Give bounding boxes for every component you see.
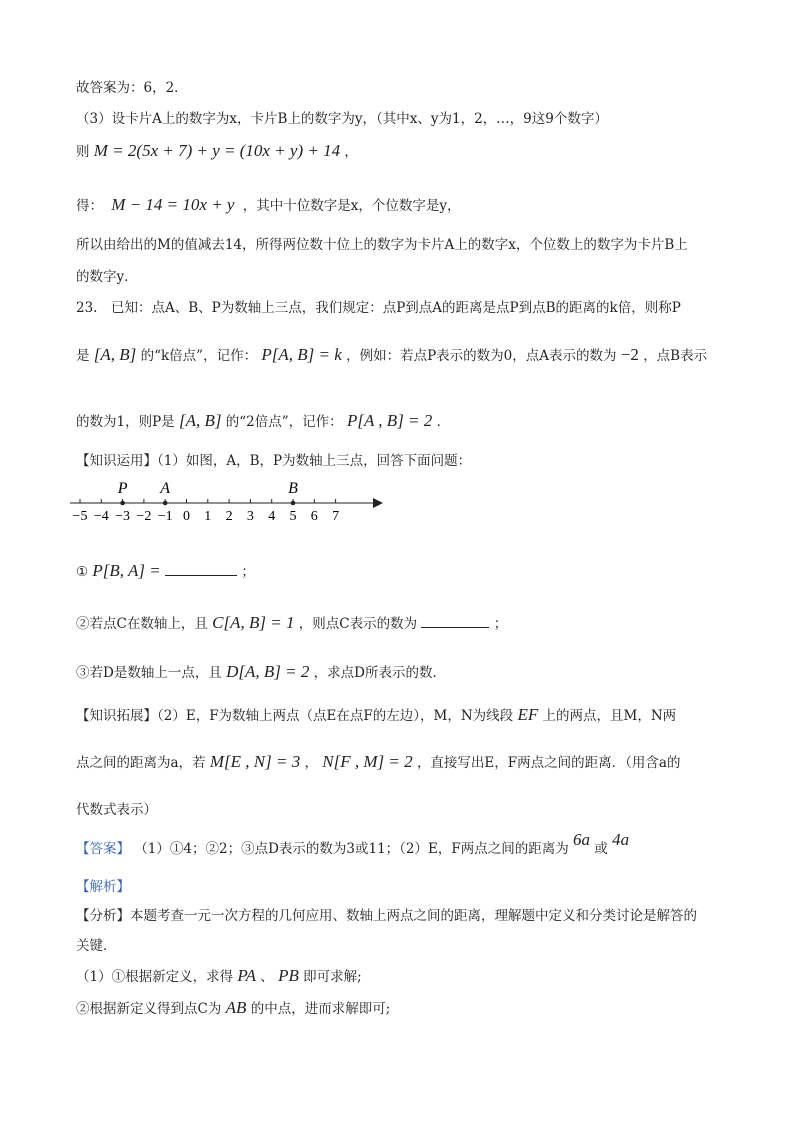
line-part3-setup: （3）设卡片A上的数字为x，卡片B上的数字为y，（其中x、y为1，2，…，9这9个数字） — [76, 111, 608, 127]
knowledge-extension-3: 代数式表示） — [76, 802, 157, 818]
text-ext-2: 上的两点，且M，N两 — [542, 708, 677, 724]
number-line-tick-label: −5 — [72, 509, 88, 524]
line-conclusion-2: 的数字y． — [76, 269, 138, 285]
text-step2: ②根据新定义得到点C为 — [76, 1001, 222, 1017]
q1-part3 — [76, 662, 446, 683]
text-dun: 、 — [260, 969, 274, 985]
formula-p-ab-2: P[A , B] = 2 — [346, 411, 433, 430]
formula-n-fm-2: N[F , M] = 2 — [322, 752, 413, 771]
number-line-tick-label: 2 — [225, 509, 233, 524]
text-solve: 即可求解; — [303, 969, 362, 985]
formula-m-minus-14: M − 14 = 10x + y — [111, 195, 235, 214]
number-line-arrow — [373, 498, 383, 508]
formula-d-ab-2: D[A, B] = 2 — [226, 662, 310, 681]
text-midpoint: 的中点，进而求解即可; — [250, 1001, 391, 1017]
knowledge-extension — [76, 705, 676, 726]
text-circle-1: ① — [76, 564, 89, 580]
text-digits-explain: ，其中十位数字是x，个位数字是y， — [242, 198, 461, 214]
analysis-line-2: 关键． — [76, 938, 117, 954]
line-answer-prev: 故答案为：6，2． — [76, 80, 188, 96]
formula-p-ba: P[B, A] = — [92, 561, 161, 580]
text-period: ． — [436, 414, 451, 430]
number-line-tick-label: 1 — [204, 509, 212, 524]
text-ext-1: 【知识拓展】（2）E，F为数轴上两点（点E在点F的左边），M，N为线段 — [76, 708, 514, 724]
number-line-tick-label: 7 — [332, 509, 340, 524]
formula-ab: AB — [225, 998, 247, 1017]
text-ze: 则 — [76, 144, 90, 160]
number-line-tick-label: −2 — [136, 509, 152, 524]
formula-ab-bracket: [A, B] — [93, 345, 137, 364]
analysis-tag: 【解析】 — [76, 879, 130, 895]
formula-ab-bracket-2: [A, B] — [178, 411, 222, 430]
question-23-example — [76, 411, 450, 432]
text-b-is-1: 的数为1，则P是 — [76, 414, 175, 430]
formula-pa: PA — [237, 966, 256, 985]
formula-p-ab-k: P[A, B] = k — [261, 345, 342, 364]
text-semicolon: ； — [241, 564, 255, 580]
number-line-point-label: A — [160, 480, 171, 497]
formula-c-ab-1: C[A, B] = 1 — [212, 613, 295, 632]
text-if-c: ②若点C在数轴上，且 — [76, 616, 208, 632]
number-line-point — [163, 501, 168, 506]
text-comma: ， — [344, 144, 358, 160]
answer-line — [76, 830, 630, 859]
text-if-d: ③若D是数轴上一点，且 — [76, 665, 222, 681]
answer-tag: 【答案】 — [76, 841, 130, 857]
text-comma-2: ， — [304, 755, 318, 771]
text-dist-a: 点之间的距离为a，若 — [76, 755, 206, 771]
text-c-value: ，则点C表示的数为 — [298, 616, 418, 632]
number-line-point-label: P — [117, 480, 128, 497]
line-m-minus-14 — [76, 195, 461, 216]
number-line-tick-label: −1 — [157, 509, 173, 524]
number-line-tick-label: 4 — [268, 509, 276, 524]
analysis-step-2 — [76, 998, 390, 1019]
number-line-tick-label: 3 — [246, 509, 254, 524]
number-line-figure — [68, 476, 388, 524]
text-point-b: ，点B表示 — [643, 348, 708, 364]
formula-m-en-3: M[E , N] = 3 — [209, 752, 301, 771]
knowledge-application-heading: 【知识运用】（1）如图，A，B，P为数轴上三点，回答下面问题： — [76, 453, 472, 469]
line-m-expression — [76, 141, 358, 162]
text-example: ，例如：若点P表示的数为0，点A表示的数为 — [346, 348, 617, 364]
line-conclusion-1: 所以由给出的M的值减去14，所得两位数十位上的数字为卡片A上的数字x，个位数上的数字为卡片B上 — [76, 237, 688, 253]
text-semicolon-2: ； — [493, 616, 508, 632]
number-line-tick-label: 6 — [310, 509, 318, 524]
number-line-tick-label: −4 — [93, 509, 109, 524]
formula-minus-2: −2 — [620, 345, 639, 364]
q1-part1 — [76, 561, 255, 582]
text-2-point: 的“2倍点”，记作： — [225, 414, 343, 430]
number-line-tick-label: −3 — [115, 509, 131, 524]
question-23-intro: 23. 已知：点A、B、P为数轴上三点，我们规定：点P到点A的距离是点P到点B的距离的k倍，则称P — [76, 300, 681, 316]
answer-blank-1[interactable] — [165, 561, 237, 576]
formula-4a: 4a — [612, 830, 630, 849]
formula-pb: PB — [278, 966, 299, 985]
text-step1: （1）①根据新定义，求得 — [76, 969, 234, 985]
text-shi: 是 — [76, 348, 90, 364]
number-line-tick-label: 5 — [289, 509, 297, 524]
text-k-point: 的“k倍点”，记作： — [140, 348, 258, 364]
q1-part2 — [76, 613, 507, 634]
analysis-step-1 — [76, 966, 362, 987]
number-line-point — [120, 501, 125, 506]
number-line-point-label: B — [288, 480, 298, 497]
question-23-definition — [76, 345, 707, 366]
formula-6a: 6a — [573, 830, 591, 849]
knowledge-extension-2 — [76, 752, 680, 773]
text-de: 得： — [76, 198, 103, 214]
analysis-line-1: 【分析】本题考查一元一次方程的几何应用、数轴上两点之间的距离，理解题中定义和分类讨论是解答的 — [76, 908, 697, 924]
number-line-point — [291, 501, 296, 506]
answer-blank-2[interactable] — [421, 613, 489, 628]
text-find-d: ，求点D所表示的数． — [313, 665, 446, 681]
answer-text: （1）①4；②2；③点D表示的数为3或11；（2）E，F两点之间的距离为 — [134, 841, 569, 857]
formula-ef: EF — [517, 705, 539, 724]
formula-m-expansion: M = 2(5x + 7) + y = (10x + y) + 14 — [93, 141, 341, 160]
text-write-ef: ，直接写出E，F两点之间的距离．（用含a的 — [416, 755, 681, 771]
text-or: 或 — [594, 841, 608, 857]
number-line-tick-label: 0 — [183, 509, 190, 524]
